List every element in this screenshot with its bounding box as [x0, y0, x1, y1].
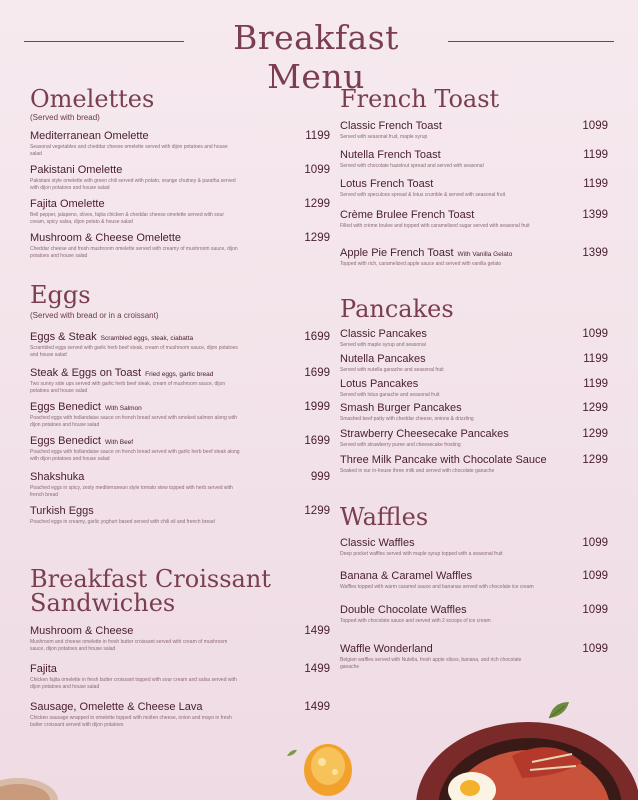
- item-description: Served with nutella ganache and seasonal fruit: [340, 367, 444, 373]
- item-description: Bell pepper, jalapeno, olives, fajita chicken & cheddar cheese omelette served with sour cream, spicy salsa, dijon potato & house salad: [30, 212, 225, 225]
- item-name: Eggs & Steak Scrambled eggs, steak, ciabatta: [30, 331, 194, 343]
- item-price: 1099: [304, 164, 330, 176]
- item-price: 1499: [304, 625, 330, 637]
- menu-header: [0, 18, 638, 96]
- item-description: Filled with crème brulee and topped with caramelized sugar served with seasonal fruit: [340, 223, 530, 229]
- item-price: 1199: [583, 378, 608, 390]
- item-name: Nutella French Toast: [340, 149, 441, 161]
- item-name: Shakshuka: [30, 471, 85, 483]
- item-name: Fajita: [30, 663, 57, 675]
- item-price: 1199: [583, 178, 608, 190]
- item-description: Waffles topped with warm caramel sauce and bananas served with chocolate ice cream: [340, 584, 534, 590]
- item-name: Sausage, Omelette & Cheese Lava: [30, 701, 203, 713]
- item-name: Eggs Benedict With Salmon: [30, 401, 142, 413]
- item-description: Served with strawberry puree and cheesecake frosting: [340, 442, 461, 448]
- item-name: Fajita Omelette: [30, 198, 105, 210]
- item-name: Nutella Pancakes: [340, 353, 426, 365]
- item-price: 1299: [304, 232, 330, 244]
- item-price: 1299: [582, 402, 608, 414]
- item-description: Poached eggs in spicy, zesty mediterranean style tomato stew topped with herb served with french bread: [30, 485, 233, 498]
- item-description: Served with maple syrup and seasonal: [340, 342, 426, 348]
- omelettes-title: Omelettes: [30, 85, 155, 113]
- item-description: Topped with rich, caramelized apple sauce and served with vanilla gelato: [340, 261, 502, 267]
- item-price: 1099: [582, 537, 608, 549]
- item-name: Strawberry Cheesecake Pancakes: [340, 428, 509, 440]
- item-name: Classic Waffles: [340, 537, 415, 549]
- item-description: Topped with chocolate sauce and served with 2 scoops of ice cream: [340, 618, 491, 624]
- item-description: Poached eggs with hollandaise sauce on french bread served with smoked salmon along with dijon potatoes and house salad: [30, 415, 238, 428]
- croissants-title-line1: Breakfast Croissant: [30, 565, 271, 593]
- item-name: Mushroom & Cheese: [30, 625, 134, 637]
- item-price: 1299: [304, 505, 330, 517]
- item-price: 1499: [304, 663, 330, 675]
- item-description: Served with seasonal fruit, maple syrup: [340, 134, 428, 140]
- item-description: Chicken fajita omelette in fresh butter croissant topped with sour cream and salsa served with dijon potatoes and house salad: [30, 677, 237, 690]
- item-name: Lotus Pancakes: [340, 378, 419, 390]
- juice-glass-image: [300, 736, 356, 800]
- item-variant: With Salmon: [104, 405, 142, 412]
- item-variant: Scrambled eggs, steak, ciabatta: [100, 335, 194, 342]
- item-price: 1699: [304, 367, 330, 379]
- item-name: Crème Brulee French Toast: [340, 209, 475, 221]
- item-price: 1999: [304, 401, 330, 413]
- eggs-note: (Served with bread or in a croissant): [30, 311, 159, 320]
- eggs-title: Eggs: [30, 281, 91, 309]
- item-name: Smash Burger Pancakes: [340, 402, 462, 414]
- item-price: 1299: [304, 198, 330, 210]
- item-name: Steak & Eggs on Toast Fried eggs, garlic bread: [30, 367, 214, 379]
- item-description: Served with speculoos spread & lotus crumble & served with seasonal fruit: [340, 192, 506, 198]
- item-price: 1699: [304, 331, 330, 343]
- item-name: Mediterranean Omelette: [30, 130, 149, 142]
- item-name: Turkish Eggs: [30, 505, 94, 517]
- item-name: Eggs Benedict With Beef: [30, 435, 134, 447]
- menu-title: Breakfast Menu: [233, 18, 399, 96]
- item-description: Chicken sausage wrapped in omelette topped with molten cheese, onion and mayo in fresh butter croissant served with dijon potatoes: [30, 715, 232, 728]
- pancakes-title: Pancakes: [340, 295, 454, 323]
- item-description: Seasonal vegetables and cheddar cheese omelette served with dijon potatoes and house salad: [30, 144, 228, 157]
- item-description: Belgian waffles served with Nutella, fresh apple slices, banana, and rich chocolate ganache: [340, 657, 522, 670]
- item-price: 1099: [582, 643, 608, 655]
- item-price: 1399: [582, 247, 608, 259]
- item-price: 1099: [582, 328, 608, 340]
- item-price: 1099: [582, 570, 608, 582]
- item-description: Deep pocket waffles served with maple syrup topped with a seasonal fruit: [340, 551, 503, 557]
- item-name: Three Milk Pancake with Chocolate Sauce: [340, 454, 547, 466]
- item-description: Soaked in our in-house three milk and served with chocolate ganache: [340, 468, 495, 474]
- item-price: 999: [310, 471, 330, 483]
- item-name: Lotus French Toast: [340, 178, 434, 190]
- item-description: Cheddar cheese and fresh mushroom omelette served with creamy of mushroom sauce, dijon potatoes and house salad: [30, 246, 238, 259]
- item-description: Poached eggs in creamy, garlic yoghurt based served with chili oil and french bread: [30, 519, 215, 525]
- item-name: Classic French Toast: [340, 120, 442, 132]
- croissants-title-line2: Sandwiches: [30, 589, 176, 617]
- item-price: 1299: [582, 454, 608, 466]
- item-description: Served with chocolate hazelnut spread and served with seasonal: [340, 163, 484, 169]
- skillet-dish-image: [412, 706, 638, 800]
- item-name: Waffle Wonderland: [340, 643, 433, 655]
- item-description: Smashed beef patty with cheddar cheese, onions & drizzling: [340, 416, 474, 422]
- leaf-icon: [286, 748, 298, 758]
- item-price: 1099: [582, 604, 608, 616]
- item-price: 1199: [583, 149, 608, 161]
- item-name: Mushroom & Cheese Omelette: [30, 232, 182, 244]
- item-description: Pakistani style omelette with green chili served with potato, orange chutney & paratha served with dijon potatoes and house salad: [30, 178, 236, 191]
- item-name: Apple Pie French Toast With Vanilla Gelato: [340, 247, 513, 259]
- item-description: Scrambled eggs served with garlic herb beef steak, cream of mushroom sauce, dijon potatoes and house salad: [30, 345, 238, 358]
- item-name: Classic Pancakes: [340, 328, 427, 340]
- item-name: Double Chocolate Waffles: [340, 604, 467, 616]
- item-price: 1199: [305, 130, 330, 142]
- item-price: 1299: [582, 428, 608, 440]
- item-name: Banana & Caramel Waffles: [340, 570, 473, 582]
- plate-image: [0, 760, 60, 800]
- item-name: Pakistani Omelette: [30, 164, 123, 176]
- omelettes-note: (Served with bread): [30, 113, 100, 122]
- item-description: Poached eggs with hollandaise sauce on french bread served with garlic herb beef steak along with dijon potatoes and house salad: [30, 449, 240, 462]
- item-description: Mushroom and cheese omelette in fresh butter croissant served with cream of mushroom sauce, dijon potatoes and house salad: [30, 639, 228, 652]
- french-toast-title: French Toast: [340, 85, 500, 113]
- item-variant: With Vanilla Gelato: [457, 251, 513, 258]
- item-price: 1199: [583, 353, 608, 365]
- waffles-title: Waffles: [340, 503, 429, 531]
- title-divider-right: [448, 41, 614, 42]
- item-description: Served with lotus ganache and seasonal fruit: [340, 392, 440, 398]
- item-variant: With Beef: [104, 439, 134, 446]
- item-price: 1499: [304, 701, 330, 713]
- item-variant: Fried eggs, garlic bread: [145, 371, 214, 378]
- title-divider-left: [24, 41, 184, 42]
- item-price: 1699: [304, 435, 330, 447]
- item-price: 1099: [582, 120, 608, 132]
- item-price: 1399: [582, 209, 608, 221]
- item-description: Two sunny side ups served with garlic herb beef steak, cream of mushroom sauce, dijon potatoes and house salad: [30, 381, 226, 394]
